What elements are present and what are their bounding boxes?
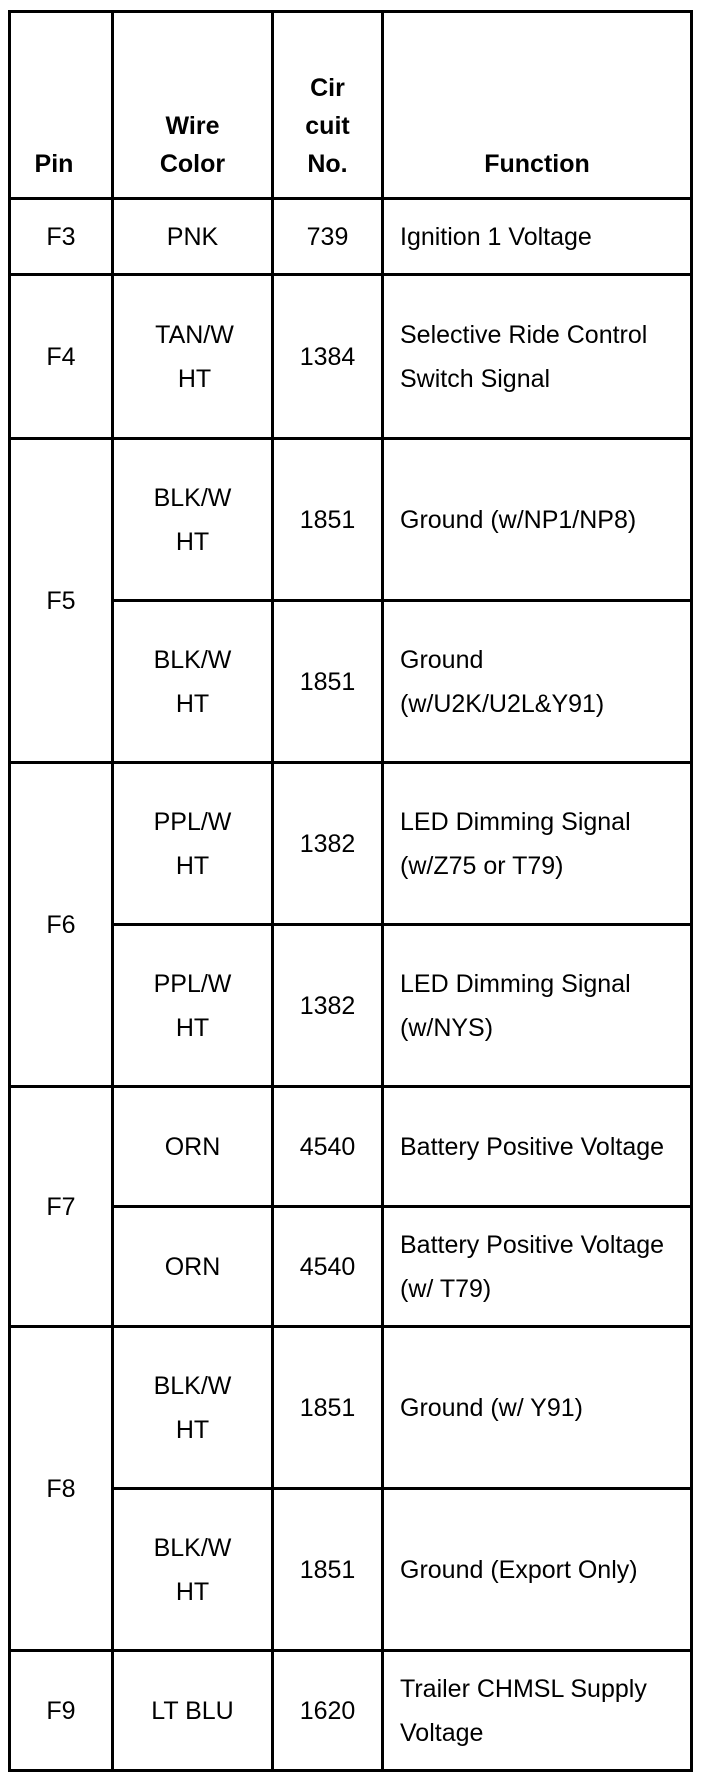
pin-cell: F3 (10, 199, 113, 275)
table-row (10, 1327, 692, 1489)
function-cell: Ground (Export Only) (383, 1489, 692, 1651)
header-pin: Pin (10, 12, 113, 199)
table-header-row (10, 12, 692, 199)
function-cell: Trailer CHMSL Supply Voltage (383, 1651, 692, 1771)
header-function: Function (383, 12, 692, 199)
table-row (10, 1489, 692, 1651)
pin-cell: F9 (10, 1651, 113, 1771)
function-cell: Battery Positive Voltage (w/ T79) (383, 1207, 692, 1327)
function-cell: LED Dimming Signal (w/NYS) (383, 925, 692, 1087)
pin-cell: F7 (10, 1087, 113, 1327)
wire-color-cell: ORN (113, 1207, 273, 1327)
circuit-no-cell: 1851 (273, 439, 383, 601)
wire-color-cell: PPL/W HT (113, 925, 273, 1087)
table-row (10, 925, 692, 1087)
circuit-no-cell: 1851 (273, 601, 383, 763)
function-cell: LED Dimming Signal (w/Z75 or T79) (383, 763, 692, 925)
connector-pinout-table (8, 10, 693, 1772)
header-wire-color: Wire Color (113, 12, 273, 199)
function-cell: Battery Positive Voltage (383, 1087, 692, 1207)
circuit-no-cell: 1620 (273, 1651, 383, 1771)
function-cell: Ground (w/U2K/U2L&Y91) (383, 601, 692, 763)
wire-color-cell: LT BLU (113, 1651, 273, 1771)
table-row (10, 763, 692, 925)
function-cell: Ignition 1 Voltage (383, 199, 692, 275)
table-row (10, 1087, 692, 1207)
circuit-no-cell: 1851 (273, 1489, 383, 1651)
pin-cell: F5 (10, 439, 113, 763)
pin-cell: F6 (10, 763, 113, 1087)
circuit-no-cell: 739 (273, 199, 383, 275)
table-row (10, 275, 692, 439)
function-cell: Ground (w/NP1/NP8) (383, 439, 692, 601)
function-cell: Ground (w/ Y91) (383, 1327, 692, 1489)
wire-color-cell: BLK/W HT (113, 1327, 273, 1489)
circuit-no-cell: 1851 (273, 1327, 383, 1489)
wire-color-cell: PPL/W HT (113, 763, 273, 925)
circuit-no-cell: 1382 (273, 763, 383, 925)
circuit-no-cell: 4540 (273, 1207, 383, 1327)
table-row (10, 439, 692, 601)
pin-cell: F4 (10, 275, 113, 439)
pin-cell: F8 (10, 1327, 113, 1651)
table-row (10, 199, 692, 275)
wire-color-cell: BLK/W HT (113, 1489, 273, 1651)
table-row (10, 601, 692, 763)
wire-color-cell: TAN/W HT (113, 275, 273, 439)
wire-color-cell: ORN (113, 1087, 273, 1207)
circuit-no-cell: 1382 (273, 925, 383, 1087)
header-circuit-no: Cir cuit No. (273, 12, 383, 199)
wire-color-cell: BLK/W HT (113, 439, 273, 601)
table-row (10, 1651, 692, 1771)
wire-color-cell: BLK/W HT (113, 601, 273, 763)
wire-color-cell: PNK (113, 199, 273, 275)
table-row (10, 1207, 692, 1327)
function-cell: Selective Ride Control Switch Signal (383, 275, 692, 439)
circuit-no-cell: 1384 (273, 275, 383, 439)
circuit-no-cell: 4540 (273, 1087, 383, 1207)
